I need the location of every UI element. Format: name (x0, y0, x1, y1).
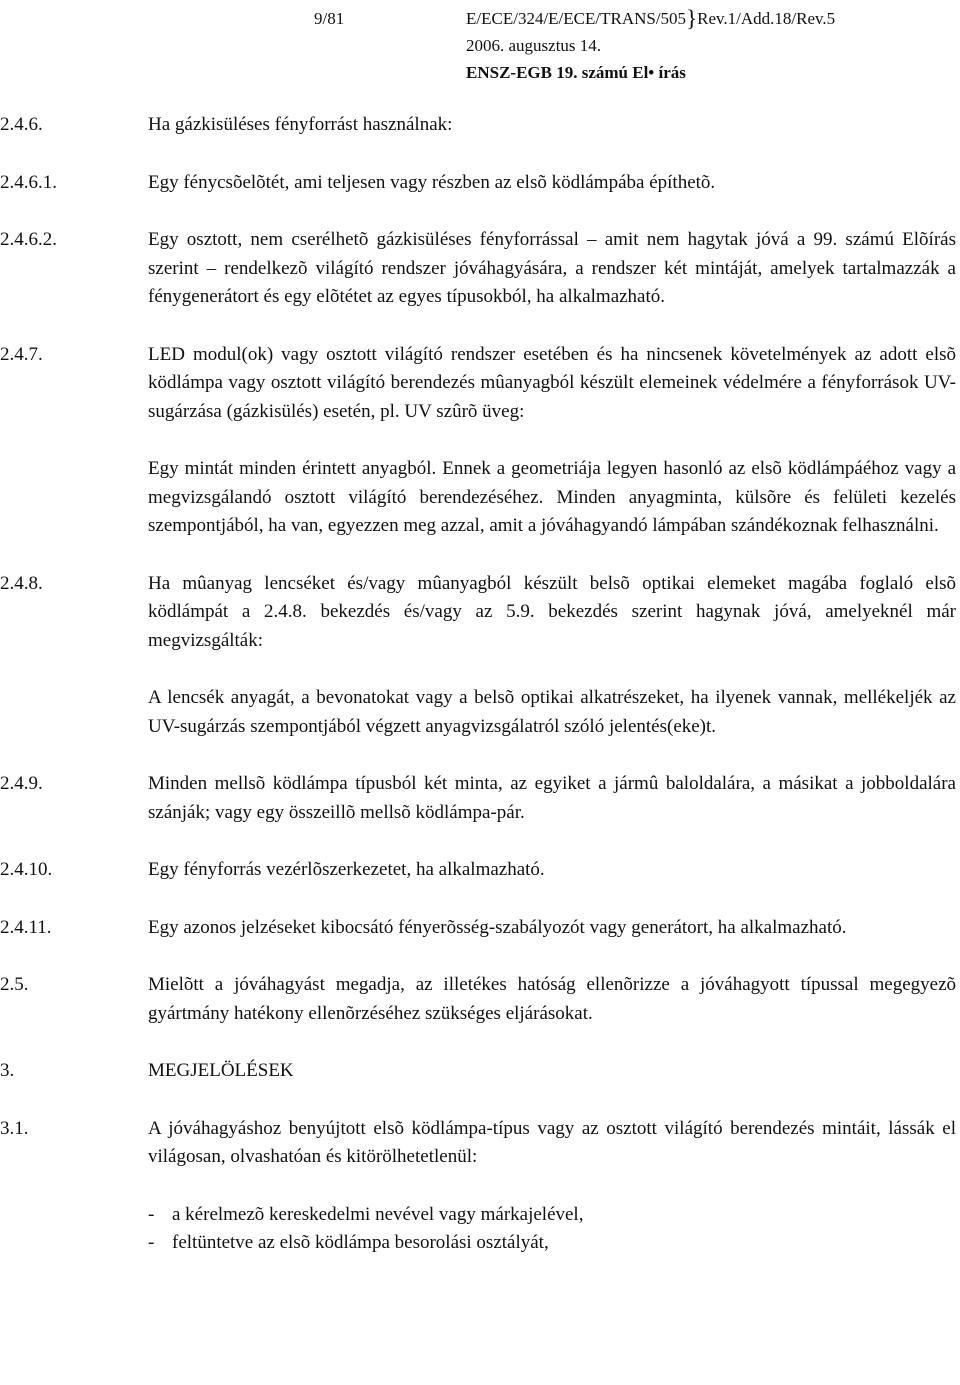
section-number: 2.4.6.2. (0, 229, 57, 250)
section-number: 2.4.7. (0, 343, 43, 365)
list-item (148, 1201, 956, 1230)
section-number: 3.1. (0, 1117, 29, 1139)
brace-symbol: } (686, 6, 698, 31)
section-text: Mielõtt a jóváhagyást megadja, az illetékes hatóság ellenõrizze a jóváhagyott típussal megegyezõ gyártmány hatékony ellenõrzéséhez szükséges eljárásokat. (148, 974, 956, 1024)
section-text: Egy mintát minden érintett anyagból. Ennek a geometriája legyen hasonló az elsõ ködlámpáéhoz vagy a megvizsgálandó osztott világító berendezéséhez. Minden anyagminta, külsõre és felületi kezelés szempontjából, ha van, egyezzen meg azzal, amit a jóváhagyandó lámpában szándékoznak felhasználni. (148, 458, 956, 536)
section-number: 2.4.9. (0, 773, 43, 794)
section-text: Minden mellsõ ködlámpa típusból két minta, az egyiket a jármû baloldalára, a másikat a jobboldalára szánják; vagy egy összeillõ mellsõ ködlámpa-pár. (148, 773, 956, 823)
section-text: Egy fényforrás vezérlõszerkezetet, ha alkalmazható. (148, 859, 545, 880)
section-2-4-8 (0, 570, 960, 742)
section-2-4-11 (0, 914, 960, 943)
page-number: 9/81 (314, 9, 345, 28)
section-2-4-7 (0, 341, 960, 541)
revision-label: Rev.1/Add.18/Rev.5 (697, 9, 836, 28)
section-2-4-9 (0, 770, 960, 827)
list-item (148, 1229, 956, 1258)
section-text: Egy azonos jelzéseket kibocsátó fényerõsség-szabályozót vagy generátort, ha alkalmazható. (148, 916, 847, 938)
document-date: 2006. augusztus 14. (466, 36, 602, 55)
section-text: A jóváhagyáshoz benyújtott elsõ ködlámpa-típus vagy az osztott világító berendezés mintáit, lássák el világosan, olvashatóan és kitörölhetetlenül: (148, 1117, 956, 1167)
regulation-title: ENSZ-EGB 19. számú El• írás (466, 63, 686, 82)
section-number: 2.4.8. (0, 572, 43, 594)
document-body (0, 111, 960, 1258)
list-dash: - (148, 1203, 155, 1225)
section-number: 2.4.6.1. (0, 171, 57, 193)
section-number: 2.4.6. (0, 114, 43, 135)
list-item-text: feltüntetve az elsõ ködlámpa besorolási osztályát, (172, 1232, 549, 1253)
section-2-4-10 (0, 856, 960, 885)
section-3-1 (0, 1115, 960, 1258)
section-number: 2.4.10. (0, 859, 53, 880)
section-2-4-6-1 (0, 169, 960, 198)
section-2-4-6 (0, 111, 960, 140)
list-item-text: a kérelmezõ kereskedelmi nevével vagy márkajelével, (172, 1203, 584, 1225)
list-dash: - (148, 1232, 155, 1253)
section-text: A lencsék anyagát, a bevonatokat vagy a belsõ optikai alkatrészeket, ha ilyenek vannak, mellékeljék az UV-sugárzás szempontjából végzett anyagvizsgálatról szóló jelentés(eke)t. (148, 687, 956, 737)
section-text: LED modul(ok) vagy osztott világító rendszer esetében és ha nincsenek követelmények az adott elsõ ködlámpa vagy osztott világító berendezés mûanyagból készült elemeinek védelmére a fényforrások UV-sugárzása (gázkisülés) esetén, pl. UV szûrõ üveg: (148, 343, 956, 422)
section-text: Egy osztott, nem cserélhetõ gázkisüléses fényforrással – amit nem hagytak jóvá a 99. számú Elõírás szerint – rendelkezõ világító rendszer jóváhagyására, a rendszer két mintáját, amelyek tartalmazzák a fénygenerátort és egy elõtétet az egyes típusokból, ha alkalmazható. (148, 229, 956, 307)
page-header (0, 5, 960, 85)
document-reference (466, 5, 835, 86)
document-symbol: E/ECE/324/E/ECE/TRANS/505 (466, 9, 687, 28)
section-text: Ha mûanyag lencséket és/vagy mûanyagból készült belsõ optikai elemeket magába foglaló elsõ ködlámpát a 2.4.8. bekezdés és/vagy az 5.9. bekezdés szerint hagynak jóvá, amelyeknél már megvizsgálták: (148, 572, 956, 651)
section-text: Ha gázkisüléses fényforrást használnak: (148, 114, 453, 135)
section-2-4-6-2 (0, 226, 960, 312)
section-number: 3. (0, 1060, 15, 1081)
section-text: Egy fénycsõelõtét, ami teljesen vagy részben az elsõ ködlámpába építhetõ. (148, 171, 716, 193)
section-number: 2.4.11. (0, 916, 52, 938)
section-2-5 (0, 971, 960, 1028)
section-number: 2.5. (0, 974, 29, 995)
section-3 (0, 1057, 960, 1086)
requirements-list (148, 1201, 956, 1258)
section-heading: MEGJELÖLÉSEK (148, 1060, 294, 1081)
